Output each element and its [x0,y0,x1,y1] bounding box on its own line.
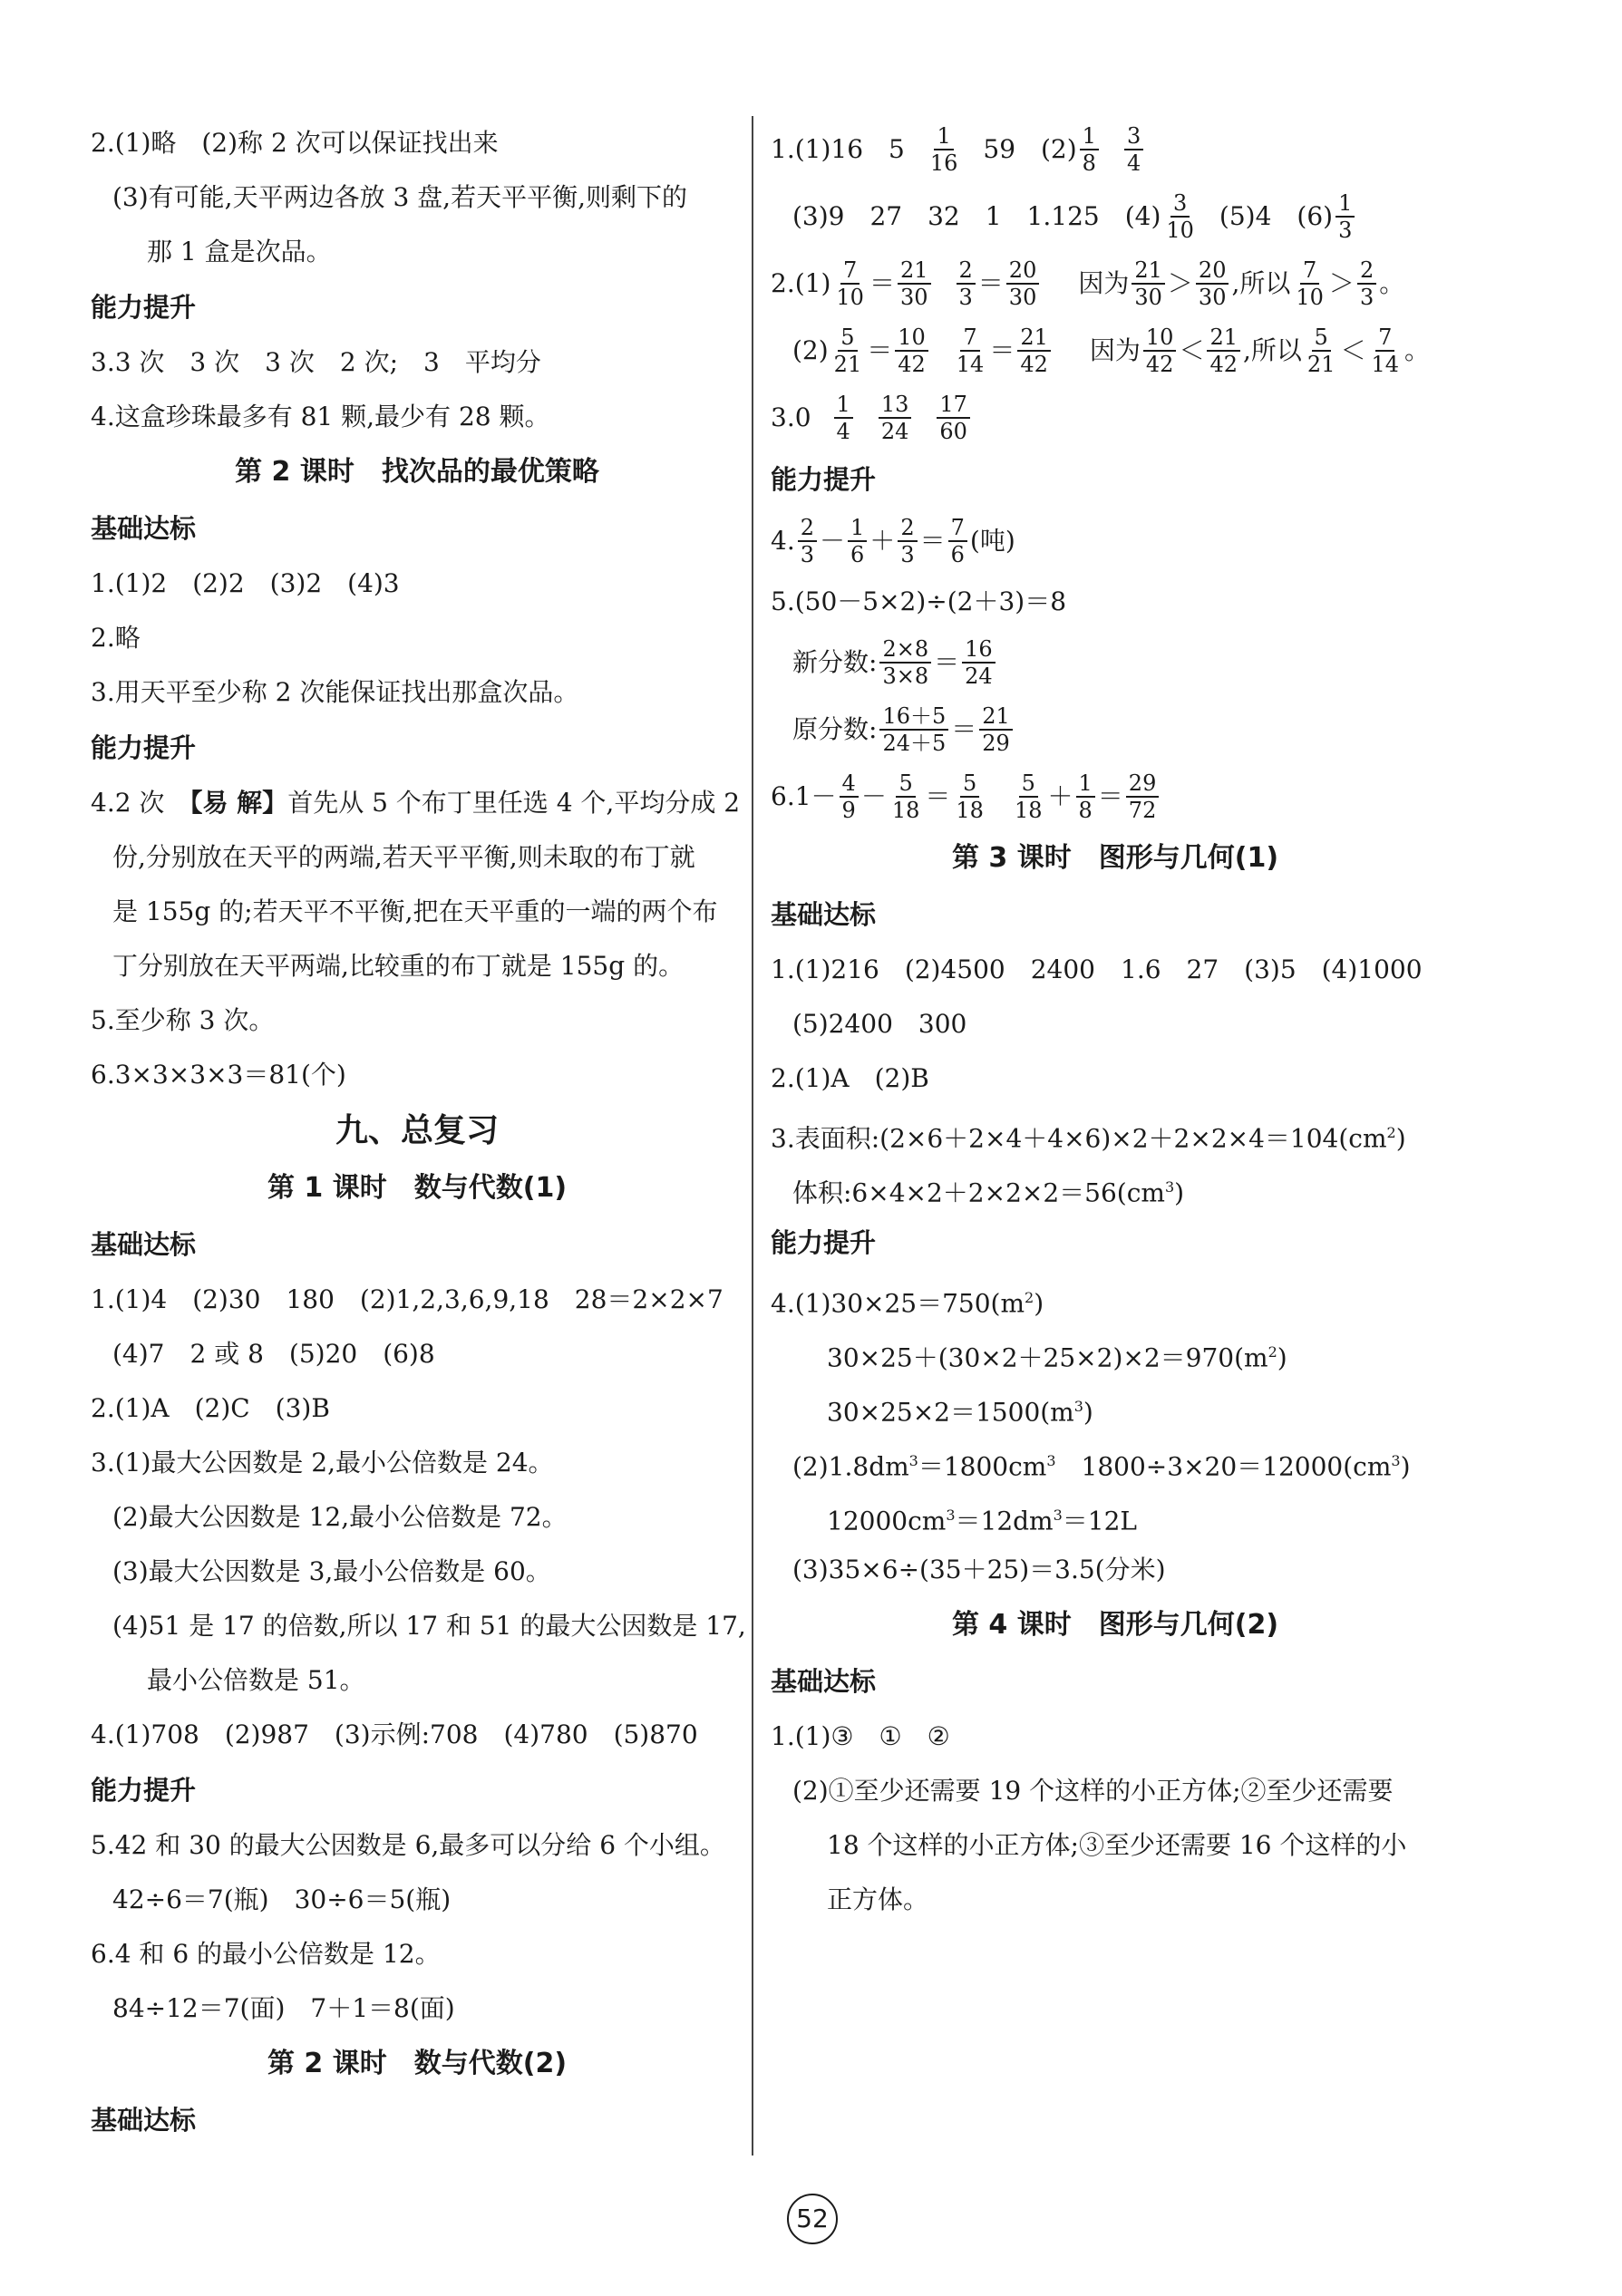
answer-text: 59 (2) [983,134,1077,164]
section-heading: 基础达标 [91,2105,197,2136]
fraction: $\frac{2}{3}$ [957,257,976,310]
fraction: $\frac{5}{21}$ [1306,325,1335,377]
section-heading: 基础达标 [771,899,877,930]
answer-text: 因为 [1089,335,1141,365]
answer-line: (2)①至少还需要 19 个这样的小正方体;②至少还需要 [792,1776,1394,1806]
answer-line: (5)2400 300 [792,1009,967,1039]
right-column [771,116,1460,1927]
fraction: $\frac{7}{10}$ [836,257,864,310]
fraction: $\frac{7}{14}$ [1371,325,1400,377]
lesson-title: 第 3 课时 图形与几何(1) [951,842,1279,874]
answer-line: 新分数: $\frac{2\times 8}{3\times 8}$ ＝ $\frac{16}{24}$ [771,629,1460,696]
fraction: $\frac{20}{30}$ [1006,257,1040,310]
answer-line: 份,分别放在天平的两端,若天平平衡,则未取的布丁就 [112,842,695,872]
fraction: $\frac{5}{18}$ [1014,770,1043,823]
answer-line: (2)最大公因数是 12,最小公倍数是 72。 [112,1502,568,1532]
fraction: $\frac{5}{21}$ [833,325,862,377]
lesson-title: 第 2 课时 找次品的最优策略 [235,456,599,488]
answer-text: 4.2 次 [91,788,190,818]
fraction: $\frac{13}{24}$ [879,392,912,444]
answer-line: 体积$:6\times 4\times 2+2\times 2\times 2=56(cm^3)$ [792,1177,1185,1208]
answer-line: 2.(1)A (2)C (3)B [91,1393,330,1423]
answer-text: 4. [771,526,795,556]
answer-line: 3.用天平至少称 2 次能保证找出那盒次品。 [91,677,579,707]
answer-line: 4. $\frac{2}{3}$ － $\frac{1}{6}$ ＋ $\frac{2}{3}$ ＝ $\frac{7}{6}$ (吨) [771,508,1460,575]
answer-line [91,776,743,830]
fraction: $\frac{21}{29}$ [979,703,1013,756]
fraction: $\frac{2\times 8}{3\times 8}$ [879,636,931,689]
fraction: $\frac{3}{4}$ [1124,123,1143,176]
answer-line: 3.(1)最大公因数是 2,最小公倍数是 24。 [91,1448,554,1477]
answer-text: 6.1－ [771,781,837,811]
fraction: $\frac{1}{4}$ [834,392,853,444]
fraction: $\frac{1}{8}$ [1080,123,1099,176]
answer-text: 2.(1) [771,268,831,298]
lesson-title: 第 2 课时 数与代数(2) [267,2048,568,2079]
answer-line: 18 个这样的小正方体;③至少还需要 16 个这样的小 [827,1830,1407,1860]
fraction: $\frac{10}{42}$ [1143,325,1177,377]
answer-line [771,384,1460,451]
section-heading: 基础达标 [91,1229,197,1260]
column-divider [752,116,753,2156]
answer-line: 5.(50－5×2)÷(2＋3)＝8 [771,586,1067,616]
answer-line: (3)35×6÷(35＋25)＝3.5(分米) [792,1555,1166,1584]
answer-line: (4)51 是 17 的倍数,所以 17 和 51 的最大公因数是 17, [112,1611,746,1641]
answer-text: 3.0 [771,402,811,432]
fraction: $\frac{1}{3}$ [1335,190,1355,243]
answer-line: (3)有可能,天平两边各放 3 盘,若天平平衡,则剩下的 [112,182,687,212]
answer-text: 新分数: [792,647,878,677]
fraction: $\frac{21}{42}$ [1017,325,1051,377]
answer-line: 4.(1)708 (2)987 (3)示例:708 (4)780 (5)870 [91,1720,698,1749]
answer-line: 5.42 和 30 的最大公因数是 6,最多可以分给 6 个小组。 [91,1830,725,1860]
answer-line: 3.表面积$:(2\times 6+2\times 4+4\times 6)\times 2+2\times 2\times 4=104(cm^2)$ [771,1123,1406,1154]
answer-line: 是 155g 的;若天平不平衡,把在天平重的一端的两个布 [112,896,718,926]
answer-line: $(2)1.8dm^3=1800cm^3$ $1800\div 3\times 20=12000(cm^3)$ [792,1451,1411,1482]
answer-line: 2.略 [91,623,141,653]
answer-line: 5.至少称 3 次。 [91,1005,275,1035]
answer-text: (5)4 (6) [1219,201,1334,231]
answer-line: 1.(1)4 (2)30 180 (2)1,2,3,6,9,18 28＝2×2×7 [91,1284,724,1314]
section-heading: 能力提升 [91,292,197,323]
answer-text: 1.(1)16 5 [771,134,905,164]
answer-line: 1.(1)216 (2)4500 2400 1.6 27 (3)5 (4)1000 [771,954,1423,984]
answer-line: 1.(1)③ ① ② [771,1721,950,1751]
answer-line: 84÷12＝7(面) 7＋1＝8(面) [112,1993,455,2023]
fraction: $\frac{2}{3}$ [898,515,917,567]
fraction: $\frac{10}{42}$ [895,325,928,377]
answer-line: 4.这盒珍珠最多有 81 颗,最少有 28 颗。 [91,402,550,431]
lesson-title: 第 4 课时 图形与几何(2) [951,1609,1279,1641]
answer-text: (吨) [969,526,1015,556]
answer-line [771,183,1460,250]
answer-text: 首先从 5 个布丁里任选 4 个,平均分成 2 [287,788,741,818]
answer-line: $30\times 25+(30\times 2+25\times 2)\times 2=970(m^2)$ [827,1342,1287,1373]
answer-line: $30\times 25\times 2=1500(m^3)$ [827,1397,1093,1428]
fraction: $\frac{2}{3}$ [798,515,817,567]
answer-line: 2.(1)略 (2)称 2 次可以保证找出来 [91,128,499,158]
section-heading: 基础达标 [771,1666,877,1697]
fraction: $\frac{2}{3}$ [1357,257,1376,310]
fraction: $\frac{20}{30}$ [1196,257,1229,310]
fraction: $\frac{21}{42}$ [1207,325,1240,377]
chapter-title: 九、总复习 [335,1112,499,1149]
answer-text: (3)9 27 32 1 1.125 (4) [792,201,1161,231]
fraction: $\frac{4}{9}$ [840,770,859,823]
answer-line: 42÷6＝7(瓶) 30÷6＝5(瓶) [112,1884,452,1914]
fraction: $\frac{5}{18}$ [891,770,920,823]
answer-line: (2) $\frac{5}{21}$ ＝ $\frac{10}{42}$ $\frac{7}{14}$ ＝ $\frac{21}{42}$ 因为 $\frac{10}{42}$ ＜ $\frac{21}{42}$ ,所以 $\frac{5}{21}$ ＜ $\frac{7}{14}$ 。 [771,317,1460,384]
fraction: $\frac{1}{6}$ [848,515,867,567]
answer-text: (2) [792,335,829,365]
section-heading: 能力提升 [771,464,877,495]
left-column [91,116,746,2148]
answer-line: 那 1 盒是次品。 [147,237,332,266]
fraction: $\frac{21}{30}$ [898,257,931,310]
easy-solution-tag: 【易 解】 [189,788,288,818]
fraction: $\frac{7}{10}$ [1296,257,1324,310]
answer-line: (3)最大公因数是 3,最小公倍数是 60。 [112,1556,551,1586]
answer-line: $4.(1)30\times 25=750(m^2)$ [771,1288,1044,1319]
answer-line: 6.3×3×3×3＝81(个) [91,1060,346,1090]
section-heading: 能力提升 [91,1775,197,1806]
section-heading: 能力提升 [91,732,197,763]
answer-line: 3.3 次 3 次 3 次 2 次; 3 平均分 [91,347,541,377]
answer-text: 原分数: [792,714,878,744]
fraction: $\frac{29}{72}$ [1126,770,1160,823]
page-number: 52 [787,2194,838,2244]
fraction: $\frac{21}{30}$ [1132,257,1165,310]
answer-line [771,116,1460,183]
answer-line: 原分数: $\frac{16+5}{24+5}$ ＝ $\frac{21}{29}$ [771,696,1460,763]
answer-line: 2.(1)A (2)B [771,1063,929,1093]
fraction: $\frac{7}{6}$ [948,515,967,567]
fraction: $\frac{7}{14}$ [956,325,985,377]
answer-text: ,所以 [1231,268,1291,298]
answer-line: 正方体。 [827,1884,929,1914]
answer-line: 1.(1)2 (2)2 (3)2 (4)3 [91,568,400,598]
answer-line: 2.(1) $\frac{7}{10}$ ＝ $\frac{21}{30}$ $\frac{2}{3}$ ＝ $\frac{20}{30}$ 因为 $\frac{21}{30}$ ＞ $\frac{20}{30}$ ,所以 $\frac{7}{10}$ ＞ $\frac{2}{3}$ 。 [771,250,1460,317]
answer-line: $12000cm^3=12dm^3=12L$ [827,1506,1138,1536]
answer-text: ,所以 [1243,335,1302,365]
fraction: $\frac{1}{8}$ [1076,770,1095,823]
answer-line: 丁分别放在天平两端,比较重的布丁就是 155g 的。 [112,951,685,981]
section-heading: 能力提升 [771,1227,877,1258]
fraction: $\frac{17}{60}$ [937,392,970,444]
section-heading: 基础达标 [91,513,197,544]
lesson-title: 第 1 课时 数与代数(1) [267,1172,568,1204]
answer-line: (4)7 2 或 8 (5)20 (6)8 [112,1339,435,1369]
fraction: $\frac{16}{24}$ [962,636,996,689]
fraction: $\frac{5}{18}$ [956,770,984,823]
answer-line: 6.1－ $\frac{4}{9}$ － $\frac{5}{18}$ ＝ $\frac{5}{18}$ $\frac{5}{18}$ ＋ $\frac{1}{8}$ ＝ $\frac{29}{72}$ [771,763,1460,830]
fraction: $\frac{3}{10}$ [1166,190,1194,243]
answer-line: 最小公倍数是 51。 [147,1665,365,1695]
fraction: $\frac{1}{16}$ [929,123,958,176]
answer-text: 因为 [1078,268,1130,298]
answer-line: 6.4 和 6 的最小公倍数是 12。 [91,1939,441,1969]
fraction: $\frac{16+5}{24+5}$ [879,703,948,756]
